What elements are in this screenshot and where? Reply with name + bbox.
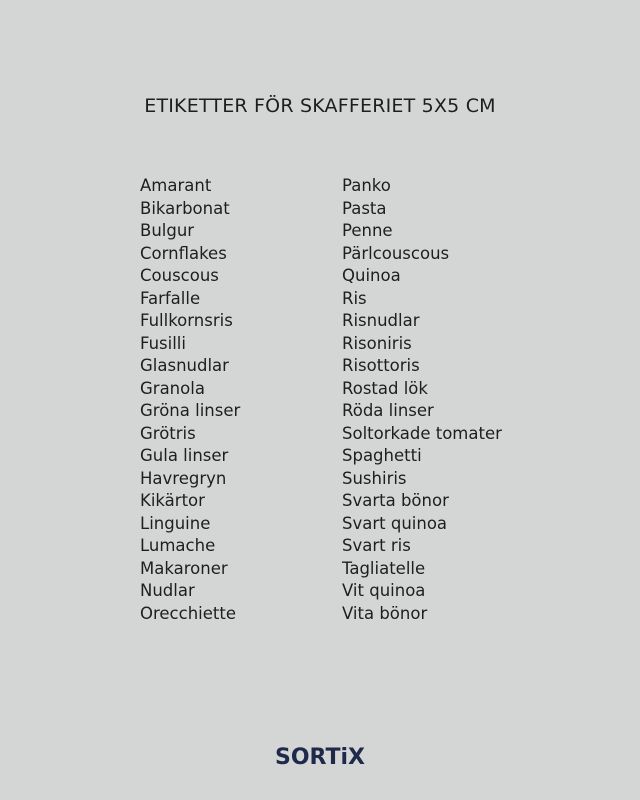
label-list-right [342,175,502,625]
label-item: Penne [342,221,393,240]
label-item: Svarta bönor [342,491,449,510]
label-item: Vit quinoa [342,581,426,600]
label-item: Grötris [140,423,196,443]
label-list-left [140,175,240,625]
label-item: Ris [342,288,367,308]
label-item: Granola [140,378,205,398]
label-item: Tagliatelle [342,558,426,578]
label-item: Linguine [140,513,211,533]
label-item: Kikärtor [140,491,205,510]
label-item: Vita bönor [342,603,428,623]
label-item: Pärlcouscous [342,243,450,263]
label-item: Orecchiette [140,603,236,623]
label-item: Amarant [140,176,212,195]
label-item: Risoniris [342,333,412,353]
label-item: Rostad lök [342,378,428,398]
label-item: Cornflakes [140,243,227,263]
label-item: Havregryn [140,468,227,488]
label-item: Risottoris [342,356,420,375]
label-item: Couscous [140,266,219,285]
label-item: Lumache [140,536,216,555]
label-item: Fullkornsris [140,311,233,330]
label-item: Gröna linser [140,401,241,420]
label-item: Svart quinoa [342,513,448,533]
label-item: Makaroner [140,558,228,578]
label-item: Fusilli [140,333,186,353]
label-item: Quinoa [342,266,401,285]
label-item: Svart ris [342,536,411,555]
label-item: Pasta [342,198,387,218]
label-item: Bikarbonat [140,198,230,218]
label-item: Gula linser [140,446,229,465]
label-item: Panko [342,176,391,195]
label-item: Spaghetti [342,446,422,465]
label-item: Bulgur [140,221,195,240]
label-item: Röda linser [342,401,434,420]
label-item: Soltorkade tomater [342,423,502,443]
page-title: ETIKETTER FÖR SKAFFERIET 5X5 CM [144,95,496,117]
label-item: Glasnudlar [140,356,229,375]
label-item: Sushiris [342,468,407,488]
label-item: Farfalle [140,288,201,308]
brand-logo: SORTiX [274,745,365,770]
label-item: Risnudlar [342,311,420,330]
label-item: Nudlar [140,581,195,600]
